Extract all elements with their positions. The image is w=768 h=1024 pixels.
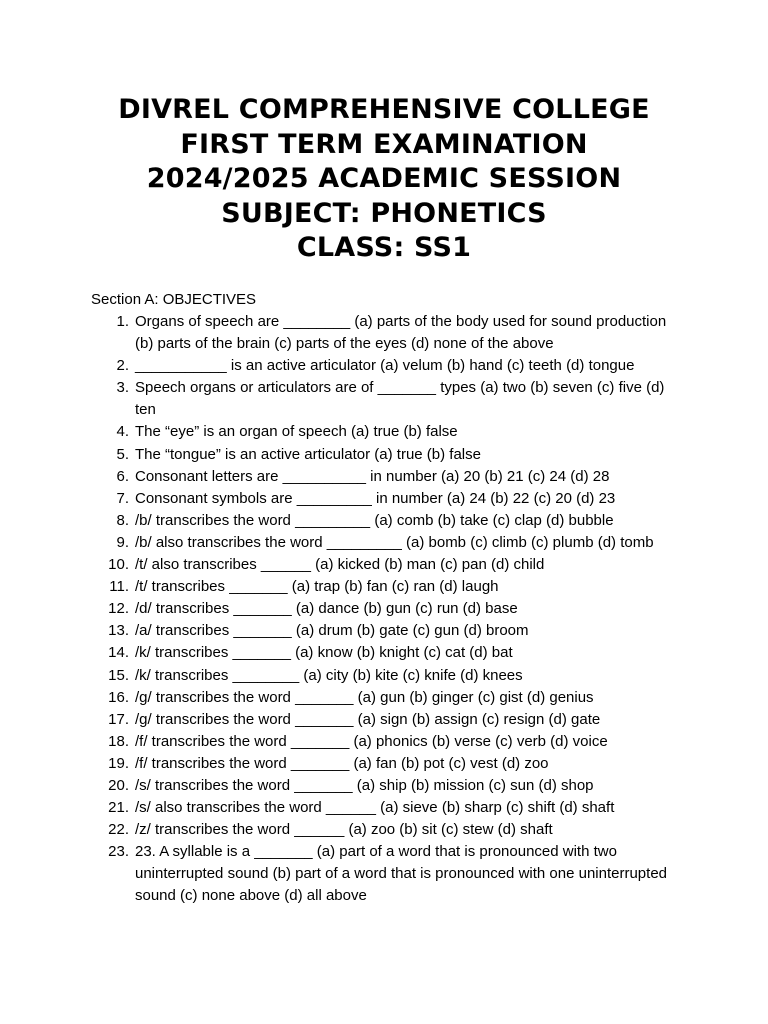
question-item — [0, 642, 768, 664]
question-number: 9. — [116, 533, 129, 551]
question-item — [0, 841, 768, 907]
question-number: 10. — [108, 556, 129, 574]
question-item — [0, 797, 768, 819]
question-number: 15. — [108, 666, 129, 684]
question-text: The “tongue” is an active articulator (a) true (b) false — [135, 445, 481, 463]
question-number: 8. — [116, 511, 129, 529]
question-number: 5. — [116, 445, 129, 463]
question-item — [0, 554, 768, 576]
question-number: 20. — [108, 776, 129, 794]
question-item — [0, 598, 768, 620]
question-item — [0, 709, 768, 731]
question-number: 2. — [116, 357, 129, 375]
question-item — [0, 355, 768, 377]
question-text: /t/ transcribes _______ (a) trap (b) fan (c) ran (d) laugh — [135, 578, 499, 596]
question-number: 11. — [109, 578, 129, 596]
question-number: 4. — [116, 423, 129, 441]
question-item — [0, 775, 768, 797]
question-number: 22. — [108, 821, 129, 839]
question-number: 14. — [108, 644, 129, 662]
question-item — [0, 444, 768, 466]
question-item — [0, 421, 768, 443]
question-number: 12. — [108, 600, 129, 618]
subject-line: SUBJECT: PHONETICS — [221, 197, 547, 229]
question-text: /k/ transcribes ________ (a) city (b) kite (c) knife (d) knees — [135, 666, 523, 684]
question-text: /f/ transcribes the word _______ (a) fan (b) pot (c) vest (d) zoo — [135, 754, 549, 772]
question-item — [0, 576, 768, 598]
question-item — [0, 510, 768, 532]
question-item — [0, 532, 768, 554]
question-item — [0, 466, 768, 488]
question-item — [0, 687, 768, 709]
question-number: 23. — [108, 843, 129, 861]
question-item — [0, 377, 768, 421]
question-text: ___________ is an active articulator (a) velum (b) hand (c) teeth (d) tongue — [135, 357, 635, 375]
question-text: /g/ transcribes the word _______ (a) sign (b) assign (c) resign (d) gate — [135, 710, 601, 728]
academic-session: 2024/2025 ACADEMIC SESSION — [146, 163, 622, 194]
question-text: Speech organs or articulators are of _______ types (a) two (b) seven (c) five (d) ten — [135, 379, 665, 419]
question-text: /s/ transcribes the word _______ (a) ship (b) mission (c) sun (d) shop — [135, 776, 594, 794]
exam-title: FIRST TERM EXAMINATION — [180, 128, 588, 160]
question-text: The “eye” is an organ of speech (a) true (b) false — [135, 423, 458, 441]
question-text: /t/ also transcribes ______ (a) kicked (b) man (c) pan (d) child — [135, 556, 545, 574]
question-text: /z/ transcribes the word ______ (a) zoo (b) sit (c) stew (d) shaft — [135, 821, 553, 839]
question-text: /a/ transcribes _______ (a) drum (b) gate (c) gun (d) broom — [135, 622, 529, 640]
question-number: 21. — [108, 799, 129, 817]
section-title: Section A: OBJECTIVES — [91, 291, 257, 308]
exam-header — [0, 93, 768, 266]
question-number: 13. — [108, 622, 129, 640]
question-text: 23. A syllable is a _______ (a) part of a word that is pronounced with two uninterrupted sound (b) part of a word that is pronounced with one uninterrupted sound (c) none above (d) all above — [135, 843, 668, 905]
question-text: /f/ transcribes the word _______ (a) phonics (b) verse (c) verb (d) voice — [135, 732, 608, 750]
question-text: Organs of speech are ________ (a) parts of the body used for sound production (b) parts of the brain (c) parts of the eyes (d) none of the above — [135, 313, 667, 353]
question-number: 17. — [108, 710, 129, 728]
question-text: Consonant symbols are _________ in number (a) 24 (b) 22 (c) 20 (d) 23 — [135, 489, 616, 507]
school-name: DIVREL COMPREHENSIVE COLLEGE — [118, 94, 650, 125]
question-item — [0, 731, 768, 753]
question-text: /k/ transcribes _______ (a) know (b) knight (c) cat (d) bat — [135, 644, 513, 662]
question-text: /g/ transcribes the word _______ (a) gun (b) ginger (c) gist (d) genius — [135, 688, 594, 706]
question-list — [0, 311, 768, 908]
question-text: /s/ also transcribes the word ______ (a) sieve (b) sharp (c) shift (d) shaft — [135, 799, 615, 817]
question-text: /b/ transcribes the word _________ (a) comb (b) take (c) clap (d) bubble — [135, 511, 614, 529]
question-number: 1. — [116, 313, 129, 330]
question-number: 7. — [116, 489, 129, 507]
question-item — [0, 753, 768, 775]
question-text: /d/ transcribes _______ (a) dance (b) gun (c) run (d) base — [135, 600, 518, 618]
question-number: 19. — [108, 754, 129, 772]
question-number: 6. — [116, 467, 129, 485]
question-item — [0, 311, 768, 355]
question-item — [0, 488, 768, 510]
question-text: /b/ also transcribes the word _________ (a) bomb (c) climb (c) plumb (d) tomb — [135, 533, 654, 551]
question-item — [0, 819, 768, 841]
question-number: 16. — [108, 688, 129, 706]
question-item — [0, 620, 768, 642]
class-line: CLASS: SS1 — [296, 232, 472, 263]
question-number: 3. — [116, 379, 129, 397]
question-number: 18. — [108, 732, 129, 750]
question-text: Consonant letters are __________ in number (a) 20 (b) 21 (c) 24 (d) 28 — [135, 467, 610, 485]
question-item — [0, 665, 768, 687]
